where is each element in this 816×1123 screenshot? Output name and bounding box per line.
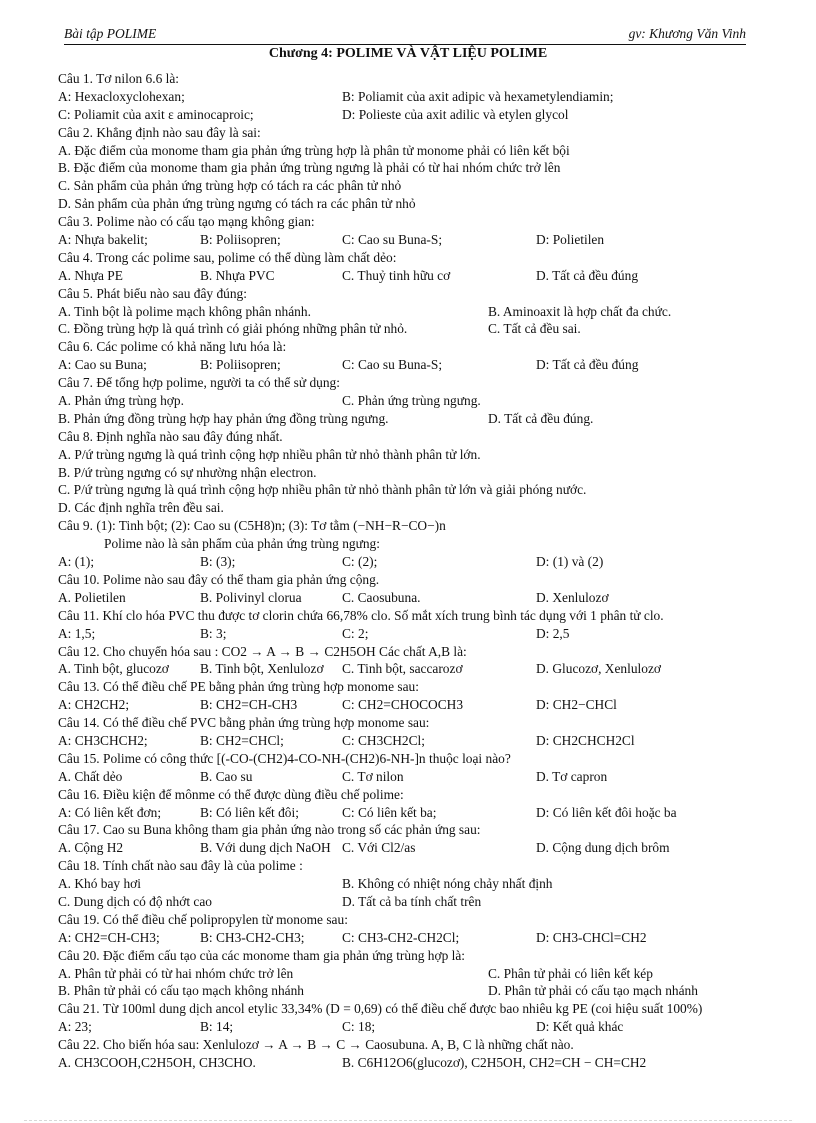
answer-option: C. Tất cả đều sai. [488,321,581,337]
answer-option: A: CH2=CH-CH3; [58,929,160,945]
question-text: Cao su Buna không tham gia phản ứng nào trong số các phản ứng sau: [103,822,481,838]
answer-option: B. Không có nhiệt nóng chảy nhất định [342,876,553,892]
answer-option: B. Tinh bột, Xenlulozơ [200,661,324,677]
answer-option: D: Có liên kết đôi hoặc ba [536,804,677,820]
answer-option: B: Poliamit của axit adipic và hexametylendiamin; [342,88,614,104]
answer-option: C. Với Cl2/as [342,840,416,856]
question-number: Câu 18. [58,858,100,874]
answer-option: C. Phân tử phải có liên kết kép [488,965,653,981]
question-number: Câu 6. [58,339,93,355]
answer-row [58,106,778,124]
question-number: Câu 7. [58,375,93,391]
question-stem [58,517,778,535]
answer-option: C. Đồng trùng hợp là quá trình có giải phóng những phân tử nhỏ. [58,321,408,337]
question-stem [58,213,778,231]
answer-option: D: Polietilen [536,232,605,248]
answer-option: B: Poliisopren; [200,232,281,248]
answer-option: D: Tất cả đều đúng [536,357,639,373]
answer-option: B: CH3-CH2-CH3; [200,929,305,945]
question-number: Câu 9. [58,518,93,534]
question-list [58,70,778,1072]
answer-row [58,589,778,607]
answer-option: A. Tinh bột là polime mạch không phân nhánh. [58,303,311,319]
answer-option: A: 1,5; [58,625,96,641]
answer-row [58,392,778,410]
answer-option: D. Phân tử phải có cấu tạo mạch nhánh [488,983,698,999]
answer-option: B: (3); [200,554,236,570]
answer-option: A: 23; [58,1019,92,1035]
answer-option: C. Tinh bột, saccarozơ [342,661,463,677]
answer-option: B. C6H12O6(glucozơ), C2H5OH, CH2=CH − CH=CH2 [342,1054,647,1070]
answer-option: A: Cao su Buna; [58,357,147,373]
answer-option: B. Cao su [200,768,253,784]
question-text: Trong các polime sau, polime có thể dùng làm chất dẻo: [96,249,397,265]
answer-option: A. Phân tử phải có từ hai nhóm chức trở lên [58,965,294,981]
question-text: Cho biến hóa sau: Xenlulozơ → A → B → C → Caosubuna. A, B, C là những chất nào. [103,1037,574,1053]
question-text: (1): Tinh bột; (2): Cao su (C5H8)n; (3): Tơ tằm (−NH−R−CO−)n [96,518,446,534]
answer-row [58,1018,778,1036]
answer-option: D: 2,5 [536,625,570,641]
answer-row [58,410,778,428]
question-stem [58,1000,778,1018]
answer-option: A. Nhựa PE [58,267,123,283]
answer-option: B. Đặc điểm của monome tham gia phản ứng trùng ngưng là phải có từ hai nhóm chức trở lên [58,160,561,176]
question-number: Câu 16. [58,786,100,802]
question-text: Khẳng định nào sau đây là sai: [96,124,261,140]
answer-row [58,660,778,678]
question-number: Câu 13. [58,679,100,695]
question-stem [58,821,778,839]
answer-option: D. Tơ capron [536,768,608,784]
question-text: Điều kiện để mônme có thể được dùng điều chế polime: [103,786,404,802]
question-text: Có thể điều chế polipropylen từ monome sau: [103,911,348,927]
question-stem [58,607,778,625]
question-number: Câu 4. [58,249,93,265]
answer-row [58,965,778,983]
answer-option: A. CH3COOH,C2H5OH, CH3CHO. [58,1054,256,1070]
question-number: Câu 1. [58,71,93,86]
question-number: Câu 17. [58,822,100,838]
question-text: Cho chuyển hóa sau : CO2 → A → B → C2H5OH Các chất A,B là: [103,643,467,659]
question-stem [58,338,778,356]
answer-option: A. Đặc điểm của monome tham gia phản ứng trùng hợp là phân tử monome phải có liên kết bội [58,142,570,158]
answer-row [58,839,778,857]
answer-option: B. Với dung dịch NaOH [200,840,331,856]
question-stem [58,285,778,303]
question-number: Câu 10. [58,571,100,587]
question-text: Khí clo hóa PVC thu được tơ clorin chứa 66,78% clo. Số mắt xích trung bình tác dụng với 1 phân tử clo. [102,607,664,623]
question-text: Định nghĩa nào sau đây đúng nhất. [96,428,283,444]
question-stem [58,911,778,929]
question-subtext: Polime nào là sản phẩm của phản ứng trùng ngưng: [104,536,380,552]
question-stem [58,428,778,446]
answer-option: D. Cộng dung dịch brôm [536,840,670,856]
answer-option: D: Polieste của axit adilic và etylen glycol [342,106,569,122]
answer-option: D. Glucozơ, Xenlulozơ [536,661,661,677]
answer-option: A: Có liên kết đơn; [58,804,162,820]
question-stem [58,678,778,696]
answer-option: C: CH3CH2Cl; [342,732,425,748]
answer-row [58,893,778,911]
answer-row [58,303,778,321]
page-header [64,26,746,45]
answer-option: C: 18; [342,1019,376,1035]
question-text: Polime có công thức [(-CO-(CH2)4-CO-NH-(CH2)6-NH-]n thuộc loại nào? [103,750,511,766]
answer-option: B: 3; [200,625,227,641]
answer-option: B. Aminoaxit là hợp chất đa chức. [488,303,672,319]
answer-option: D. Các định nghĩa trên đều sai. [58,500,224,516]
answer-option: C. Phản ứng trùng ngưng. [342,393,481,409]
answer-option: A. Khó bay hơi [58,876,141,892]
answer-option: D: CH2−CHCl [536,697,617,713]
answer-option: D: CH3-CHCl=CH2 [536,929,647,945]
answer-option: A. Chất dẻo [58,768,123,784]
question-number: Câu 2. [58,124,93,140]
answer-option: A. Cộng H2 [58,840,124,856]
answer-option: A. P/ứ trùng ngưng là quá trình cộng hợp nhiều phân tử nhỏ thành phân tử lớn. [58,446,481,462]
answer-option: D: Kết quả khác [536,1019,624,1035]
answer-row [58,356,778,374]
answer-option: B. P/ứ trùng ngưng có sự nhường nhận electron. [58,464,317,480]
answer-option: C. Dung dịch có độ nhớt cao [58,893,212,909]
answer-option: C. P/ứ trùng ngưng là quá trình cộng hợp nhiều phân tử nhỏ thành phân tử lớn và giải phóng nước. [58,482,587,498]
answer-option: C. Caosubuna. [342,589,421,605]
answer-row [58,768,778,786]
question-number: Câu 8. [58,428,93,444]
question-stem [58,70,778,88]
answer-option: C: Có liên kết ba; [342,804,437,820]
question-text: Polime nào sau đây có thể tham gia phản ứng cộng. [103,571,380,587]
answer-option: A: Hexacloxyclohexan; [58,88,185,104]
question-number: Câu 14. [58,715,100,731]
answer-option: C. Sản phẩm của phản ứng trùng hợp có tách ra các phân tử nhỏ [58,178,402,194]
answer-option: C: Poliamit của axit ε aminocaproic; [58,106,254,122]
question-stem [58,249,778,267]
answer-row [58,732,778,750]
question-number: Câu 5. [58,285,93,301]
answer-option: C: Cao su Buna-S; [342,232,443,248]
question-text: Tơ nilon 6.6 là: [96,71,180,86]
question-stem [58,571,778,589]
answer-option: C: Cao su Buna-S; [342,357,443,373]
answer-row [58,88,778,106]
question-number: Câu 20. [58,947,100,963]
answer-row [58,804,778,822]
answer-option: D: CH2CHCH2Cl [536,732,635,748]
question-stem [58,750,778,768]
answer-option: A: (1); [58,554,95,570]
answer-option: B: 14; [200,1019,234,1035]
page-bottom-divider [24,1120,792,1121]
answer-row [58,696,778,714]
question-text: Các polime có khả năng lưu hóa là: [96,339,287,355]
answer-option: C: (2); [342,554,378,570]
page-title: Chương 4: POLIME VÀ VẬT LIỆU POLIME [268,46,548,61]
question-stem [58,124,778,142]
question-text: Có thể điều chế PE bằng phản ứng trùng hợp monome sau: [103,679,419,695]
answer-option: A: CH3CHCH2; [58,732,148,748]
question-number: Câu 15. [58,750,100,766]
answer-option: C: 2; [342,625,369,641]
answer-option: B. Nhựa PVC [200,267,275,283]
question-stem [58,947,778,965]
answer-option: D: (1) và (2) [536,554,604,570]
question-stem [58,857,778,875]
question-stem [58,714,778,732]
question-text: Để tổng hợp polime, người ta có thể sử dụng: [96,375,340,391]
answer-row [58,320,778,338]
answer-row [58,1054,778,1072]
question-stem [58,374,778,392]
question-number: Câu 11. [58,607,100,623]
answer-row [58,625,778,643]
answer-option: A. Polietilen [58,589,126,605]
answer-option: C. Tơ nilon [342,768,404,784]
answer-option: D. Tất cả đều đúng [536,267,639,283]
question-stem [58,1036,778,1054]
question-number: Câu 22. [58,1037,100,1053]
answer-option: C: CH2=CHOCOCH3 [342,697,464,713]
question-text: Tính chất nào sau đây là của polime : [102,858,303,874]
answer-option: B: CH2=CH-CH3 [200,697,298,713]
answer-row [58,929,778,947]
answer-row [58,231,778,249]
question-text: Từ 100ml dung dịch ancol etylic 33,34% (D = 0,69) có thể điều chế được bao nhiêu kg PE (coi hiệu suất 100%) [102,1001,703,1017]
question-stem [58,786,778,804]
header-left: Bài tập POLIME [64,26,157,41]
answer-option: C. Thuỷ tinh hữu cơ [342,267,451,283]
question-text: Polime nào có cấu tạo mạng không gian: [96,214,315,230]
question-stem [58,643,778,661]
question-number: Câu 12. [58,643,100,659]
answer-option: A: CH2CH2; [58,697,130,713]
answer-row [58,553,778,571]
answer-option: D. Tất cả ba tính chất trên [342,893,482,909]
answer-option: D. Tất cả đều đúng. [488,410,594,426]
question-number: Câu 3. [58,214,93,230]
answer-option: B: Có liên kết đôi; [200,804,299,820]
question-number: Câu 19. [58,911,100,927]
answer-option: B. Phản ứng đồng trùng hợp hay phản ứng đồng trùng ngưng. [58,410,389,426]
answer-option: A. Tinh bột, glucozơ [58,661,169,677]
answer-option: D. Xenlulozơ [536,589,609,605]
question-text: Phát biểu nào sau đây đúng: [96,285,247,301]
answer-option: B: Poliisopren; [200,357,281,373]
answer-option: B. Phân tử phải có cấu tạo mạch không nhánh [58,983,305,999]
question-number: Câu 21. [58,1001,100,1017]
header-right: gv: Khương Văn Vinh [628,26,746,41]
question-text: Đặc điểm cấu tạo của các monome tham gia phản ứng trùng hợp là: [103,947,466,963]
answer-row [58,267,778,285]
answer-option: C: CH3-CH2-CH2Cl; [342,929,460,945]
answer-option: A. Phản ứng trùng hợp. [58,393,184,409]
answer-row [58,875,778,893]
answer-row [58,982,778,1000]
answer-option: A: Nhựa bakelit; [58,232,148,248]
answer-option: D. Sản phẩm của phản ứng trùng ngưng có tách ra các phân tử nhỏ [58,196,416,212]
question-text: Có thể điều chế PVC bằng phản ứng trùng hợp monome sau: [103,715,430,731]
answer-option: B: CH2=CHCl; [200,732,284,748]
answer-option: B. Polivinyl clorua [200,589,302,605]
